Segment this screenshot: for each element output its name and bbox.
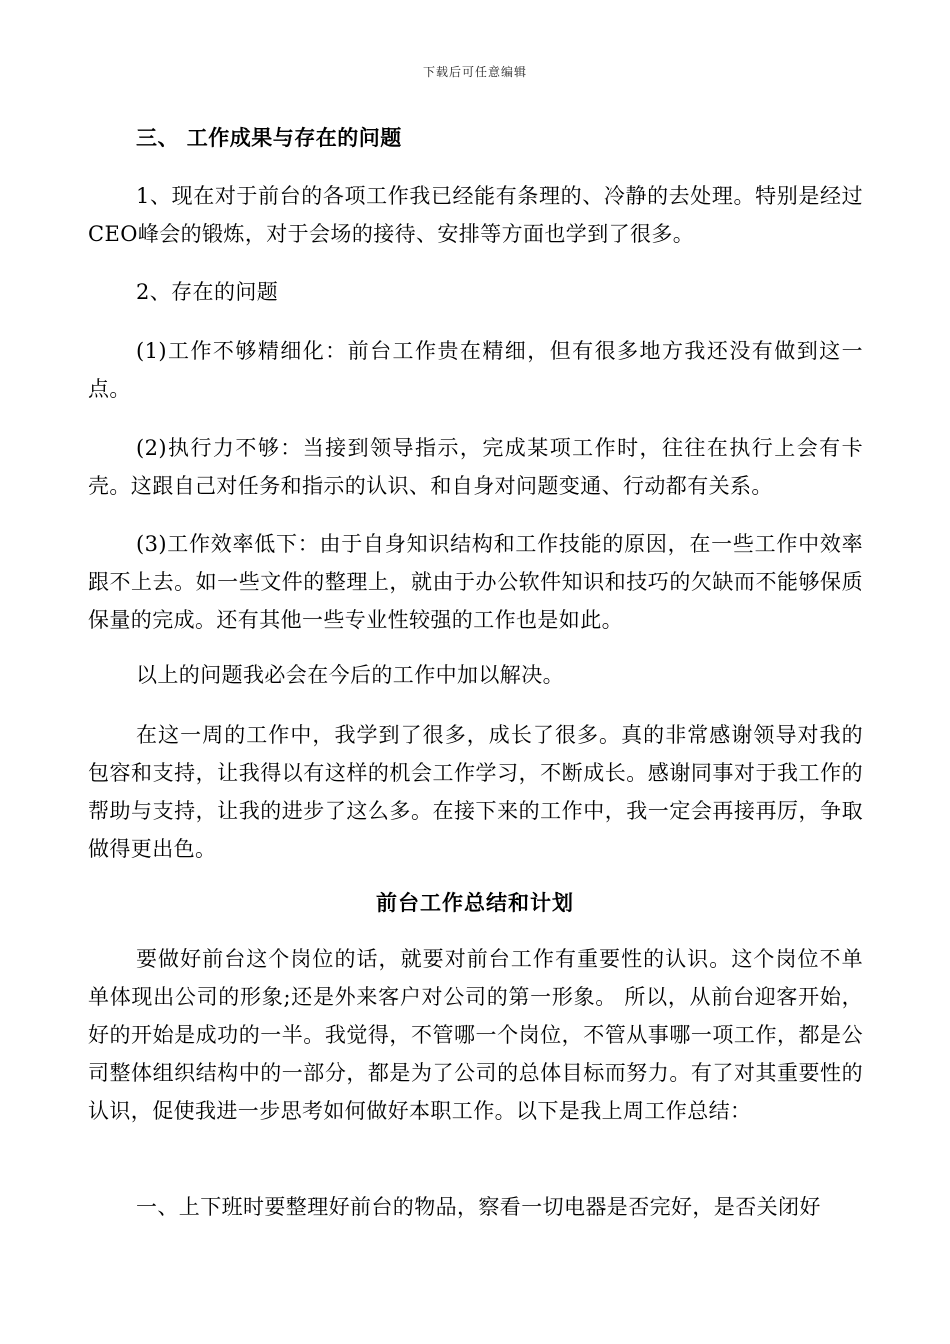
- document-title: 前台工作总结和计划: [376, 890, 574, 915]
- header-note: 下载后可任意编辑: [422, 65, 527, 79]
- paragraph-problem-1: (1)工作不够精细化：前台工作贵在精细，但有很多地方我还没有做到这一点。: [88, 339, 863, 401]
- paragraph-achievements: 1、现在对于前台的各项工作我已经能有条理的、冷静的去处理。特别是经过CEO峰会的锻炼，对于会场的接待、安排等方面也学到了很多。: [88, 184, 863, 246]
- paragraph-reception-importance: 要做好前台这个岗位的话，就要对前台工作有重要性的认识。这个岗位不单单体现出公司的形象;还是外来客户对公司的第一形象。 所以，从前台迎客开始，好的开始是成功的一半。我觉得，不管哪一个岗位，不管从事哪一项工作，都是公司整体组织结构中的一部分，都是为了公司的总体目标而努力。有了对其重要性的认识，促使我进一步思考如何做好本职工作。以下是我上周工作总结：: [88, 947, 863, 1123]
- paragraph-weekly-reflection: 在这一周的工作中，我学到了很多，成长了很多。真的非常感谢领导对我的包容和支持，让我得以有这样的机会工作学习，不断成长。感谢同事对于我工作的帮助与支持，让我的进步了这么多。在接下来的工作中，我一定会再接再厉，争取做得更出色。: [88, 723, 863, 861]
- section-heading-results-and-problems: 三、 工作成果与存在的问题: [136, 125, 402, 150]
- paragraph-item-one: 一、上下班时要整理好前台的物品，察看一切电器是否完好，是否关闭好: [136, 1195, 821, 1219]
- paragraph-problems-label: 2、存在的问题: [136, 280, 279, 304]
- paragraph-problem-2: (2)执行力不够：当接到领导指示，完成某项工作时，往往在执行上会有卡壳。这跟自己对任务和指示的认识、和自身对问题变通、行动都有关系。: [88, 436, 863, 498]
- paragraph-problem-3: (3)工作效率低下：由于自身知识结构和工作技能的原因，在一些工作中效率跟不上去。如一些文件的整理上，就由于办公软件知识和技巧的欠缺而不能够保质保量的完成。还有其他一些专业性较强的工作也是如此。: [88, 532, 863, 632]
- paragraph-resolution: 以上的问题我必会在今后的工作中加以解决。: [136, 663, 564, 687]
